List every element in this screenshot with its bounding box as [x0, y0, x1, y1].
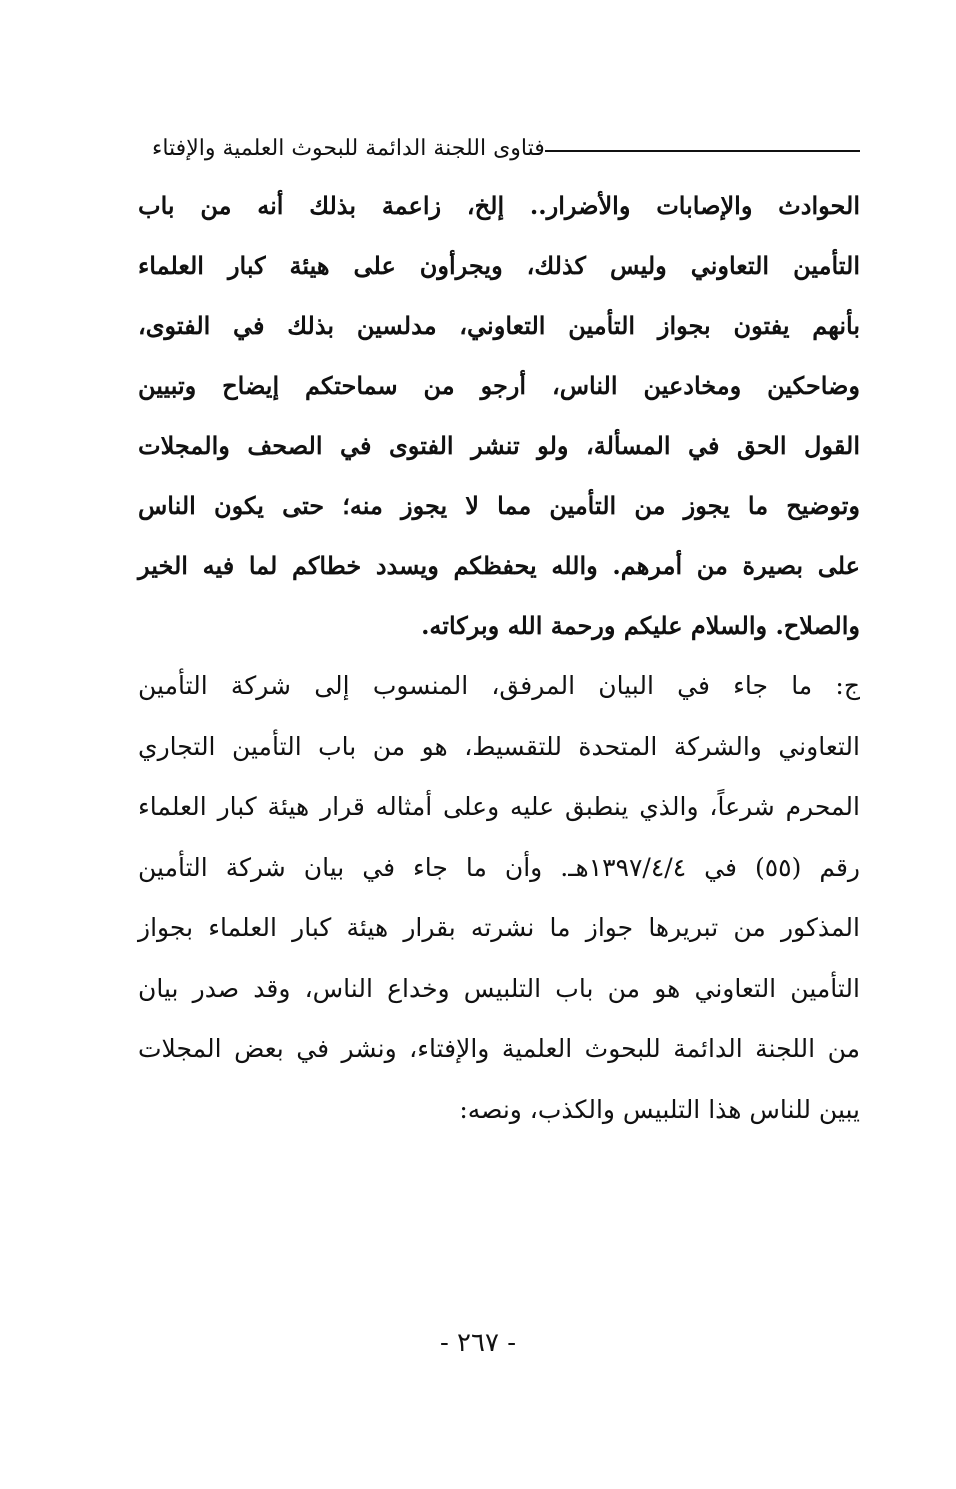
question-line: وضاحكين ومخادعين الناس، أرجو من سماحتكم إيضاح وتبيين — [138, 371, 860, 400]
answer-line: من اللجنة الدائمة للبحوث العلمية والإفتاء، ونشر في بعض المجلات — [138, 1034, 860, 1063]
answer-paragraph — [138, 656, 860, 1140]
answer-line: يبين للناس هذا التلبيس والكذب، ونصه: — [459, 1094, 860, 1124]
question-line: بأنهم يفتون بجواز التأمين التعاوني، مدلسين بذلك في الفتوى، — [138, 311, 860, 340]
answer-line: رقم (٥٥) في ١٣٩٧/٤/٤هـ. وأن ما جاء في بيان شركة التأمين — [138, 852, 860, 882]
body-text — [138, 176, 860, 1140]
question-line: والصلاح. والسلام عليكم ورحمة الله وبركاته. — [421, 611, 860, 640]
page-number: - ٢٦٧ - — [439, 1328, 517, 1358]
question-line: الحوادث والإصابات والأضرار.. إلخ، زاعمة بذلك أنه من باب — [138, 191, 860, 220]
running-header — [138, 128, 860, 168]
question-line: على بصيرة من أمرهم. والله يحفظكم ويسدد خطاكم لما فيه الخير — [138, 551, 860, 580]
question-line: وتوضيح ما يجوز من التأمين مما لا يجوز منه؛ حتى يكون الناس — [138, 491, 860, 520]
answer-line: ج: ما جاء في البيان المرفق، المنسوب إلى شركة التأمين — [138, 671, 860, 700]
question-line: القول الحق في المسألة، ولو تنشر الفتوى في الصحف والمجلات — [138, 431, 860, 460]
answer-line: التعاوني والشركة المتحدة للتقسيط، هو من باب التأمين التجاري — [138, 731, 860, 761]
answer-line: المذكور من تبريرها جواز ما نشرته بقرار هيئة كبار العلماء بجواز — [138, 913, 860, 942]
running-header-title: فتاوى اللجنة الدائمة للبحوث العلمية والإفتاء — [152, 135, 545, 161]
header-rule — [545, 150, 860, 152]
question-line: التأمين التعاوني وليس كذلك، ويجرأون على هيئة كبار العلماء — [138, 251, 860, 280]
answer-line: المحرم شرعاً، والذي ينطبق عليه وعلى أمثاله قرار هيئة كبار العلماء — [138, 792, 860, 821]
question-paragraph — [138, 176, 860, 656]
answer-line: التأمين التعاوني هو من باب التلبيس وخداع الناس، وقد صدر بيان — [138, 973, 860, 1003]
